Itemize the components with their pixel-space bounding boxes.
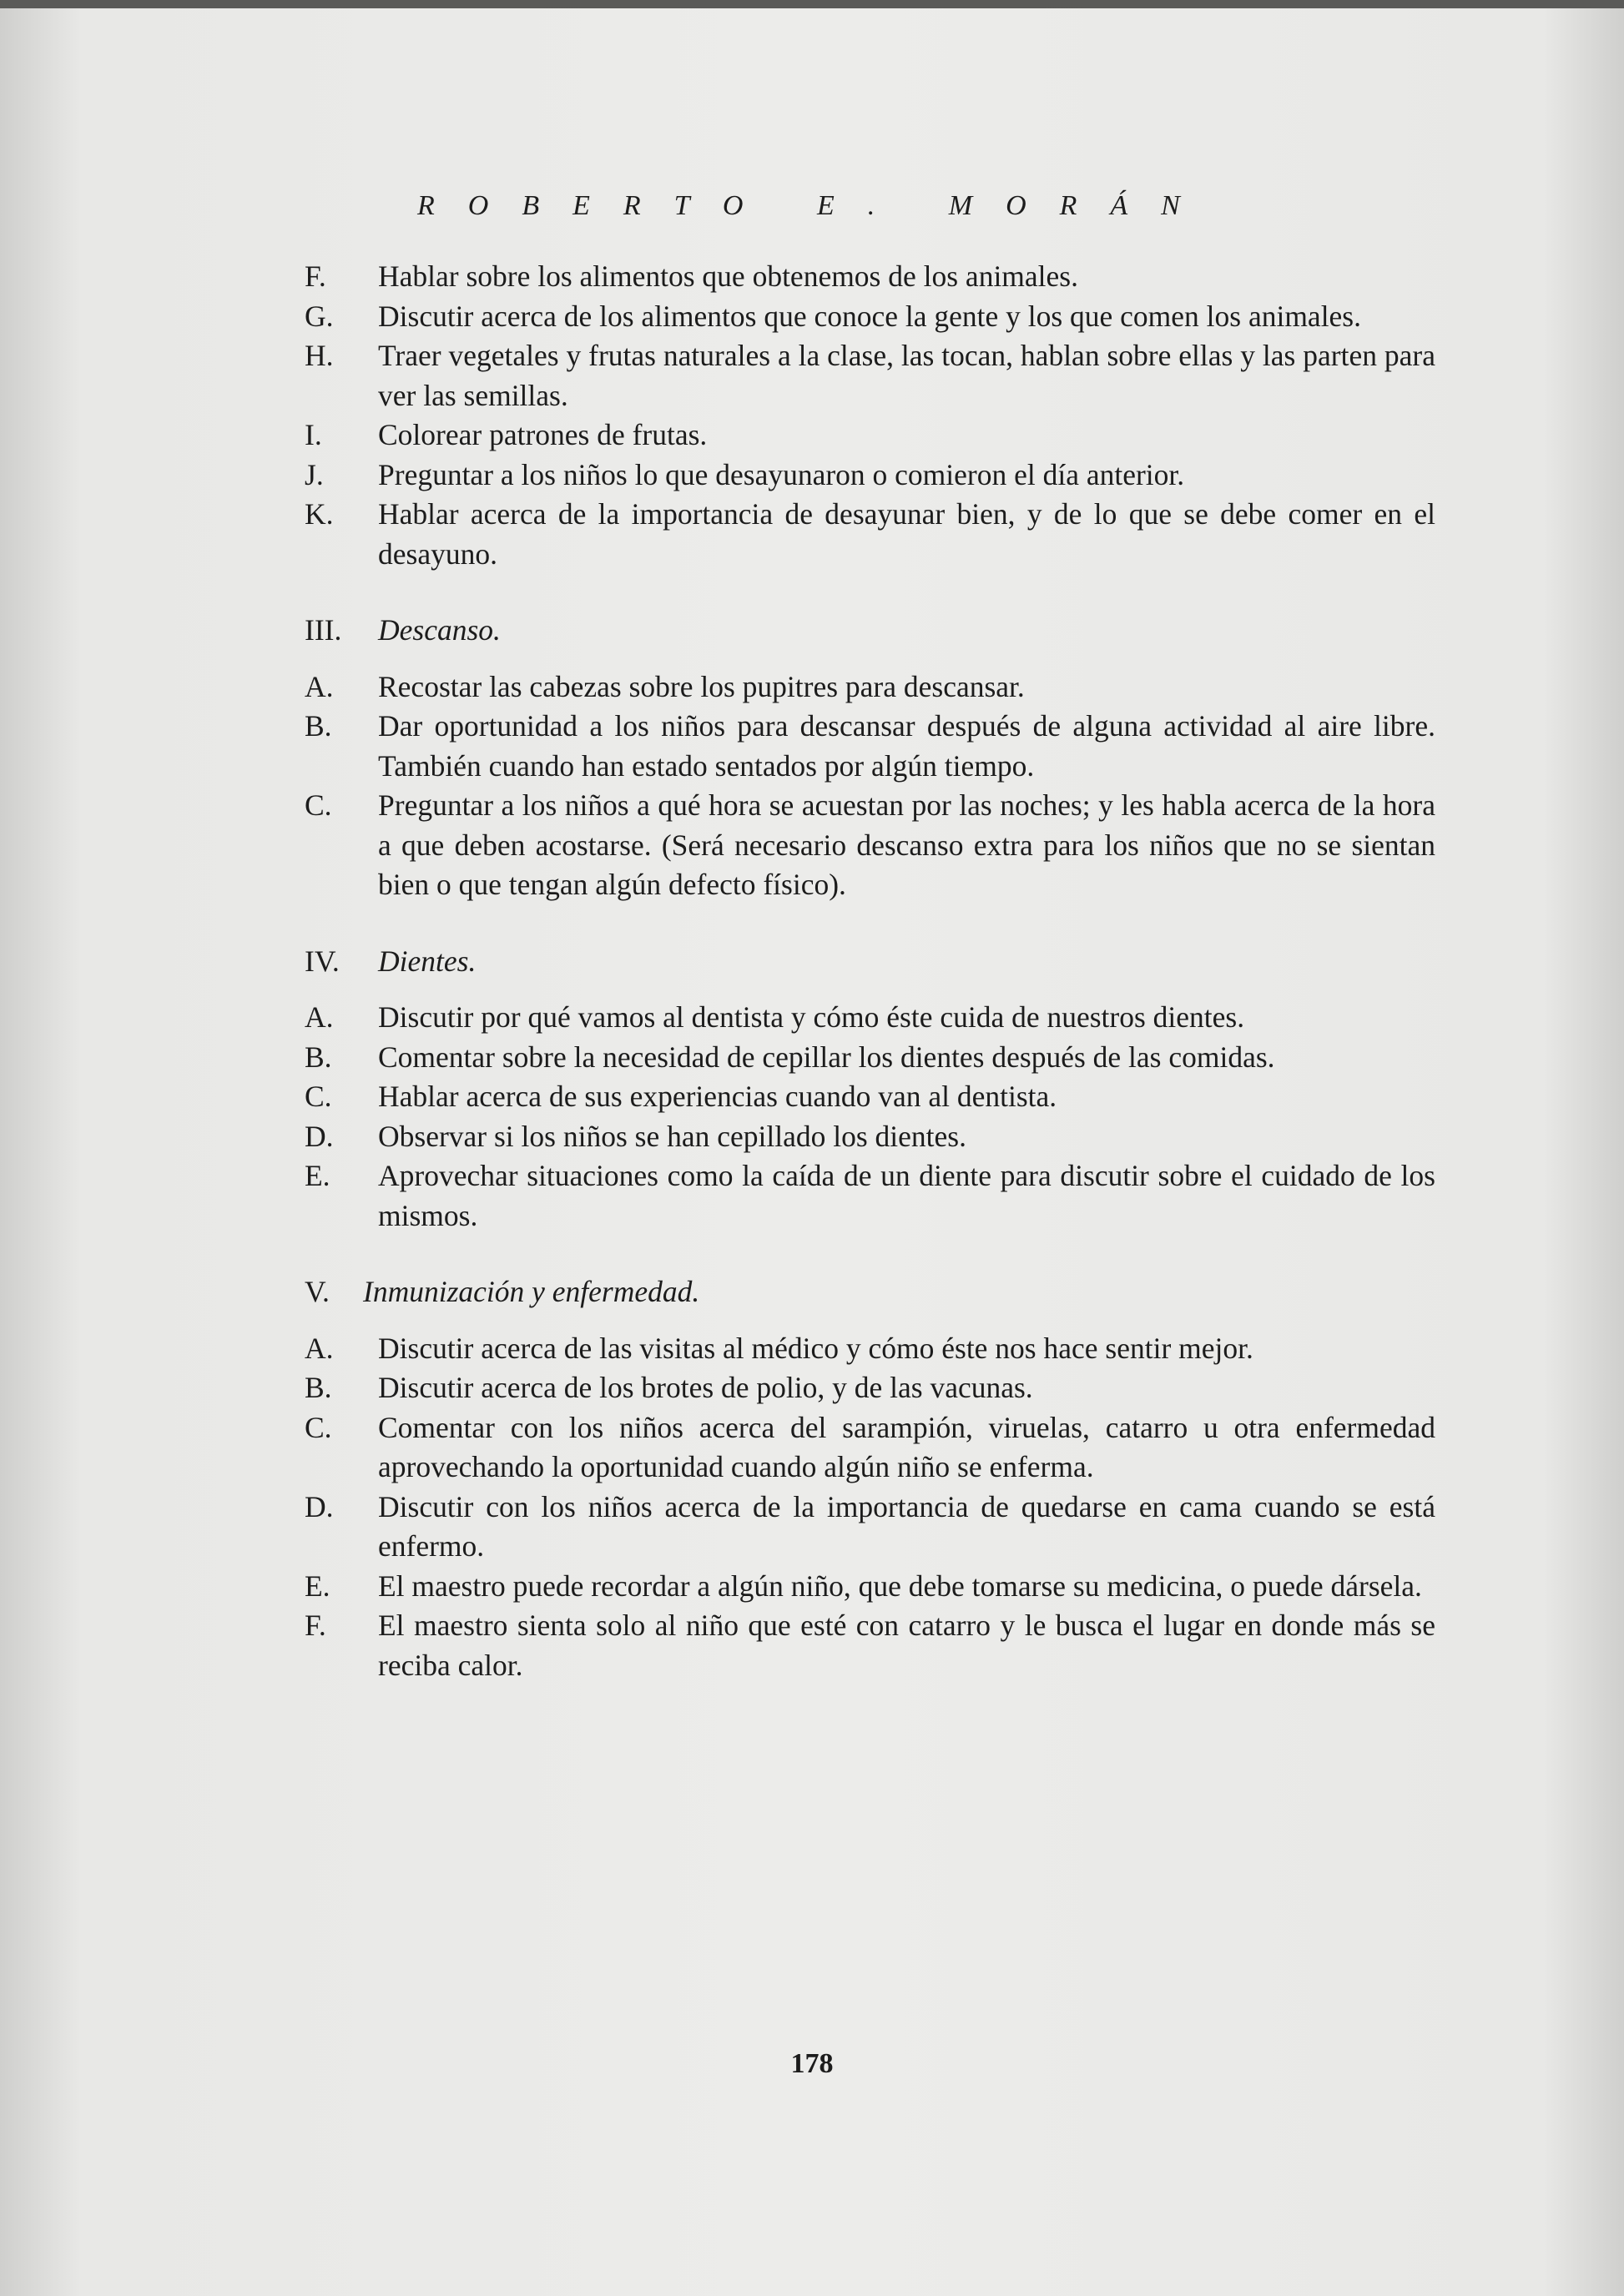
section-inmunizacion [305,1272,1435,1685]
item-letter: E. [305,1568,330,1603]
list-item [305,1156,1435,1236]
item-text: Discutir acerca de las visitas al médico y cómo éste nos hace sentir mejor. [378,1331,1253,1365]
list-item [305,1077,1435,1117]
list-item [305,336,1435,415]
list-item [305,998,1435,1038]
list-item [305,786,1435,905]
running-head: ROBERTO E. MORÁN [417,190,1213,221]
item-letter: C. [305,1410,332,1444]
section-number: IV. [305,944,340,978]
item-letter: B. [305,709,332,743]
item-text: Discutir con los niños acerca de la importancia de quedarse en cama cuando se está enfermo. [378,1489,1435,1563]
list-item [305,707,1435,786]
list-item [305,1329,1435,1369]
list-item [305,1567,1435,1607]
item-letter: C. [305,1080,332,1113]
item-text: El maestro sienta solo al niño que esté con catarro y le busca el lugar en donde más se reciba calor. [378,1609,1435,1682]
list-item [305,1038,1435,1078]
section-heading [305,1272,1435,1312]
item-letter: B. [305,1040,332,1074]
section-number: III. [305,613,342,647]
list-item [305,1488,1435,1567]
item-letter: A. [305,669,334,703]
list-item [305,1368,1435,1408]
section-dientes [305,942,1435,1236]
item-text: Discutir por qué vamos al dentista y cómo éste cuida de nuestros dientes. [378,1000,1245,1034]
item-letter: G. [305,299,334,333]
item-text: Traer vegetales y frutas naturales a la clase, las tocan, hablan sobre ellas y las parten para ver las semillas. [378,339,1435,412]
item-text: Hablar acerca de la importancia de desayunar bien, y de lo que se debe comer en el desayuno. [378,497,1435,571]
item-text: Comentar con los niños acerca del sarampión, viruelas, catarro u otra enfermedad aprovechando la oportunidad cuando algún niño se enferma. [378,1410,1435,1483]
item-text: Hablar acerca de sus experiencias cuando van al dentista. [378,1080,1057,1113]
item-text: Preguntar a los niños a qué hora se acuestan por las noches; y les habla acerca de la hora a que deben acostarse. (Será necesario descanso extra para los niños que no se sientan bien o que tengan algún defecto físico). [378,788,1435,901]
section-heading [305,942,1435,982]
list-item [305,1117,1435,1157]
item-text: Recostar las cabezas sobre los pupitres para descansar. [378,669,1025,703]
item-text: Hablar sobre los alimentos que obtenemos de los animales. [378,259,1078,293]
item-text: Colorear patrones de frutas. [378,418,708,451]
list-item [305,297,1435,337]
item-text: Discutir acerca de los brotes de polio, y de las vacunas. [378,1371,1033,1404]
page-body [305,257,1435,1685]
section-number: V. [305,1275,330,1308]
section-title: Dientes. [378,944,477,978]
item-text: Preguntar a los niños lo que desayunaron o comieron el día anterior. [378,457,1185,491]
item-text: El maestro puede recordar a algún niño, que debe tomarse su medicina, o puede dársela. [378,1568,1422,1603]
page-number: 178 [790,2048,834,2079]
item-letter: F. [305,259,326,293]
item-text: Aprovechar situaciones como la caída de un diente para discutir sobre el cuidado de los mismos. [378,1159,1435,1232]
item-text: Comentar sobre la necesidad de cepillar los dientes después de las comidas. [378,1040,1275,1074]
item-letter: A. [305,1331,334,1365]
scan-edge [0,0,1624,8]
item-letter: I. [305,418,322,451]
intro-list [305,257,1435,574]
item-text: Observar si los niños se han cepillado los dientes. [378,1119,966,1153]
item-letter: D. [305,1119,334,1153]
list-item [305,257,1435,297]
section-title: Inmunización y enfermedad. [363,1275,700,1308]
item-letter: A. [305,1000,334,1034]
section-title: Descanso. [378,613,501,647]
section-descanso [305,611,1435,905]
item-letter: E. [305,1159,330,1192]
section-heading [305,611,1435,651]
list-item [305,456,1435,496]
item-text: Discutir acerca de los alimentos que conoce la gente y los que comen los animales. [378,299,1362,333]
list-item [305,1606,1435,1685]
list-item [305,1408,1435,1488]
item-letter: F. [305,1609,326,1642]
item-letter: H. [305,339,334,372]
list-item [305,495,1435,574]
list-item [305,667,1435,707]
item-letter: B. [305,1371,332,1404]
item-letter: D. [305,1489,334,1523]
list-item [305,415,1435,456]
item-letter: C. [305,788,332,822]
item-letter: J. [305,457,324,491]
item-letter: K. [305,497,334,531]
item-text: Dar oportunidad a los niños para descansar después de alguna actividad al aire libre. También cuando han estado sentados por algún tiempo. [378,709,1435,783]
